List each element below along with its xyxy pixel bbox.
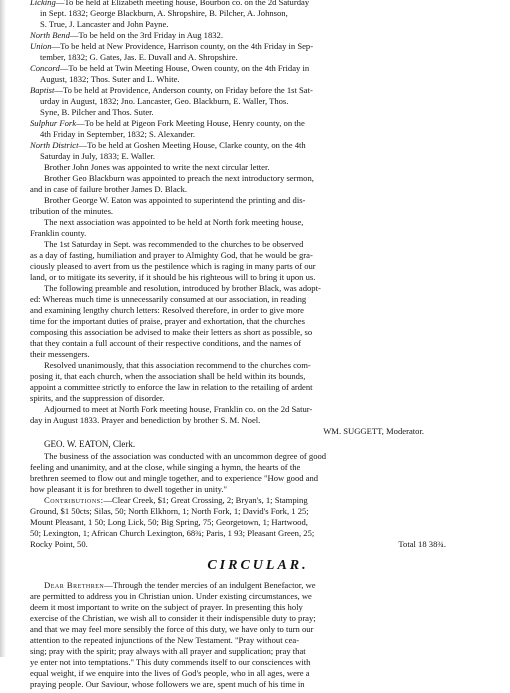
association-sulphur-fork: [30, 118, 486, 129]
circular-line: deem it most important to write on the subject of prayer. In presenting this holy: [30, 602, 303, 612]
paragraph-line: that they contain a full account of their respective conditions, and the names of: [30, 338, 302, 348]
association-line: Saturday in July, 1833; E. Waller.: [40, 151, 156, 161]
paragraph-line: how pleasant it is for brethren to dwell together in unity.": [30, 484, 227, 494]
moderator-signature: WM. SUGGETT, Moderator.: [323, 426, 424, 436]
paragraph-sermon: Brother Geo Blackburn was appointed to preach the next introductory sermon,: [44, 173, 314, 183]
paragraph-line: The business of the association was conducted with an uncommon degree of good: [44, 451, 327, 461]
contributions-last-line: [30, 539, 486, 550]
associations-list: [30, 0, 486, 162]
circular-line: equal weight, if we enquire into the lives of God's people, who in all ages, were a: [30, 668, 310, 678]
paragraph-line: their messengers.: [30, 349, 90, 359]
association-label: Concord: [30, 63, 60, 73]
paragraph-line: and in case of failure brother James D. Black.: [30, 184, 188, 194]
paragraph-line: posing it, that each church, when the association shall be held within its bounds,: [30, 371, 306, 381]
paragraph-adjourned: Adjourned to meet at North Fork meeting house, Franklin co. on the 2d Satur-: [44, 404, 313, 414]
association-licking: [30, 0, 486, 8]
association-label: Sulphur Fork: [30, 118, 77, 128]
paragraph-circular-writer: Brother John Jones was appointed to write the next circular letter.: [44, 162, 270, 172]
contributions-line: Ground, $1 50cts; Silas, 50; North Elkhorn, 1; North Fork, 1; David's Fork, 1 25;: [30, 506, 309, 516]
paragraph-preamble: The following preamble and resolution, introduced by brother Black, was adopt-: [44, 283, 321, 293]
contributions-text: —Clear Creek, $1; Great Crossing, 2; Bryan's, 1; Stamping: [103, 495, 308, 505]
association-line: urday in August, 1832; Jno. Lancaster, Geo. Blackburn, E. Waller, Thos.: [40, 96, 289, 106]
contributions-section: [30, 495, 486, 550]
association-line: 4th Friday in September, 1832; S. Alexander.: [40, 129, 196, 139]
association-label: Licking: [30, 0, 56, 7]
association-label: North District: [30, 140, 79, 150]
circular-salutation: Dear Brethren: [44, 580, 105, 590]
association-line: tember, 1832; G. Gates, Jas. E. Duvall and A. Shropshire.: [40, 52, 238, 62]
paragraph-line: day in August 1833. Prayer and benediction by brother S. M. Noel.: [30, 415, 261, 425]
paragraph-line: land, or to mitigate its severity, if it should be his righteous will to bring it upon us.: [30, 272, 316, 282]
paragraph-line: feeling and unanimity, and at the close, while singing a hymn, the hearts of the: [30, 462, 301, 472]
association-line: in Sept. 1832; George Blackburn, A. Shropshire, B. Pilcher, A. Johnson,: [40, 8, 288, 18]
association-text: —To be held on the 3rd Friday in Aug 1832.: [69, 30, 223, 40]
circular-line: exercise of the Christian, we wish all to consider it their indispensible duty to pray;: [30, 613, 316, 623]
circular-text: —Through the tender mercies of an indulgent Benefactor, we: [104, 580, 316, 590]
paragraph-line: time for the important duties of praise, prayer and exhortation, that the churches: [30, 316, 305, 326]
association-text: —To be held at Providence, Anderson county, on Friday before the 1st Sat-: [54, 85, 313, 95]
association-text: —To be held at New Providence, Harrison county, on the 4th Friday in Sep-: [51, 41, 314, 51]
association-baptist: [30, 85, 486, 96]
paragraph-line: appoint a committee strictly to enforce the law in relation to the retailing of ardent: [30, 382, 313, 392]
paragraph-line: composing this association be advised to make their letters as short as possible, so: [30, 327, 313, 337]
association-concord: [30, 63, 486, 74]
association-line: S. True, J. Lancaster and John Payne.: [40, 19, 169, 29]
clerk-signature: GEO. W. EATON, Clerk.: [44, 439, 136, 449]
association-text: —To be held at Elizabeth meeting house, Bourbon co. on the 2d Saturday: [55, 0, 310, 7]
circular-line: sing; pray with the spirit; pray always with all prayer and supplication; pray that: [30, 646, 306, 656]
paragraph-line: brethren seemed to flow out and mingle together, and to experience "How good and: [30, 473, 319, 483]
paragraph-line: ed: Whereas much time is unnecessarily consumed at our association, in reading: [30, 294, 307, 304]
paragraph-line: spirits, and the suppression of disorder.: [30, 393, 165, 403]
paragraph-printing: Brother George W. Eaton was appointed to superintend the printing and dis-: [44, 195, 306, 205]
circular-first-line: [30, 580, 486, 591]
association-union: [30, 41, 486, 52]
association-text: —To be held at Pigeon Fork Meeting House, Henry county, on the: [76, 118, 305, 128]
paragraph-line: ciously pleased to avert from us the pestilence which is raging in many parts of our: [30, 261, 316, 271]
paragraph-line: as a day of fasting, humiliation and prayer to Almighty God, that he would be gra-: [30, 250, 313, 260]
circular-letter: [30, 580, 486, 690]
contributions-total: Total 18 38¾.: [398, 539, 446, 549]
association-north-bend: [30, 30, 486, 41]
scan-edge-shadow: [0, 0, 6, 657]
association-line: Syne, B. Pilcher and Thos. Suter.: [40, 107, 154, 117]
paragraph-next-association: The next association was appointed to be held at North fork meeting house,: [44, 217, 304, 227]
association-label: Baptist: [30, 85, 55, 95]
circular-line: attention to the repeated injunctions of the New Testament. "Pray without cea-: [30, 635, 300, 645]
paragraph-line: tribution of the minutes.: [30, 206, 114, 216]
association-north-district: [30, 140, 486, 151]
contributions-last-entry: Rocky Point, 50.: [30, 539, 88, 549]
paragraph-resolution: Resolved unanimously, that this association recommend to the churches com-: [44, 360, 311, 370]
contributions-first-line: [30, 495, 486, 506]
association-text: —To be held at Twin Meeting House, Owen county, on the 4th Friday in: [59, 63, 310, 73]
paragraph-fasting: The 1st Saturday in Sept. was recommended to the churches to be observed: [44, 239, 304, 249]
association-label: Union: [30, 41, 52, 51]
paragraph-line: and examining lengthy church letters: Resolved therefore, in order to give more: [30, 305, 304, 315]
association-text: —To be held at Goshen Meeting House, Clarke county, on the 4th: [78, 140, 306, 150]
circular-line: and that we may feel more sensibly the force of this duty, we have only to turn our: [30, 624, 314, 634]
contributions-label: Contributions:: [44, 495, 104, 505]
circular-line: are permitted to address you in Christian union. Under existing circumstances, we: [30, 591, 312, 601]
contributions-line: Mount Pleasant, 1 50; Long Lick, 50; Big Spring, 75; Georgetown, 1; Hartwood,: [30, 517, 308, 527]
minutes-paragraphs: [30, 162, 486, 426]
contributions-line: 50; Lexington, 1; African Church Lexington, 68¾; Paris, 1 93; Pleasant Green, 25;: [30, 528, 315, 538]
business-paragraph: [30, 451, 486, 495]
association-line: August, 1832; Thos. Suter and L. White.: [40, 74, 180, 84]
circular-heading: CIRCULAR.: [207, 558, 309, 573]
paragraph-line: Franklin county.: [30, 228, 87, 238]
circular-line: praying people. Our Saviour, whose followers we are, spent much of his time in: [30, 679, 305, 689]
association-label: North Bend: [30, 30, 70, 40]
circular-line: ye enter not into temptations." This duty commends itself to our consciences with: [30, 657, 311, 667]
